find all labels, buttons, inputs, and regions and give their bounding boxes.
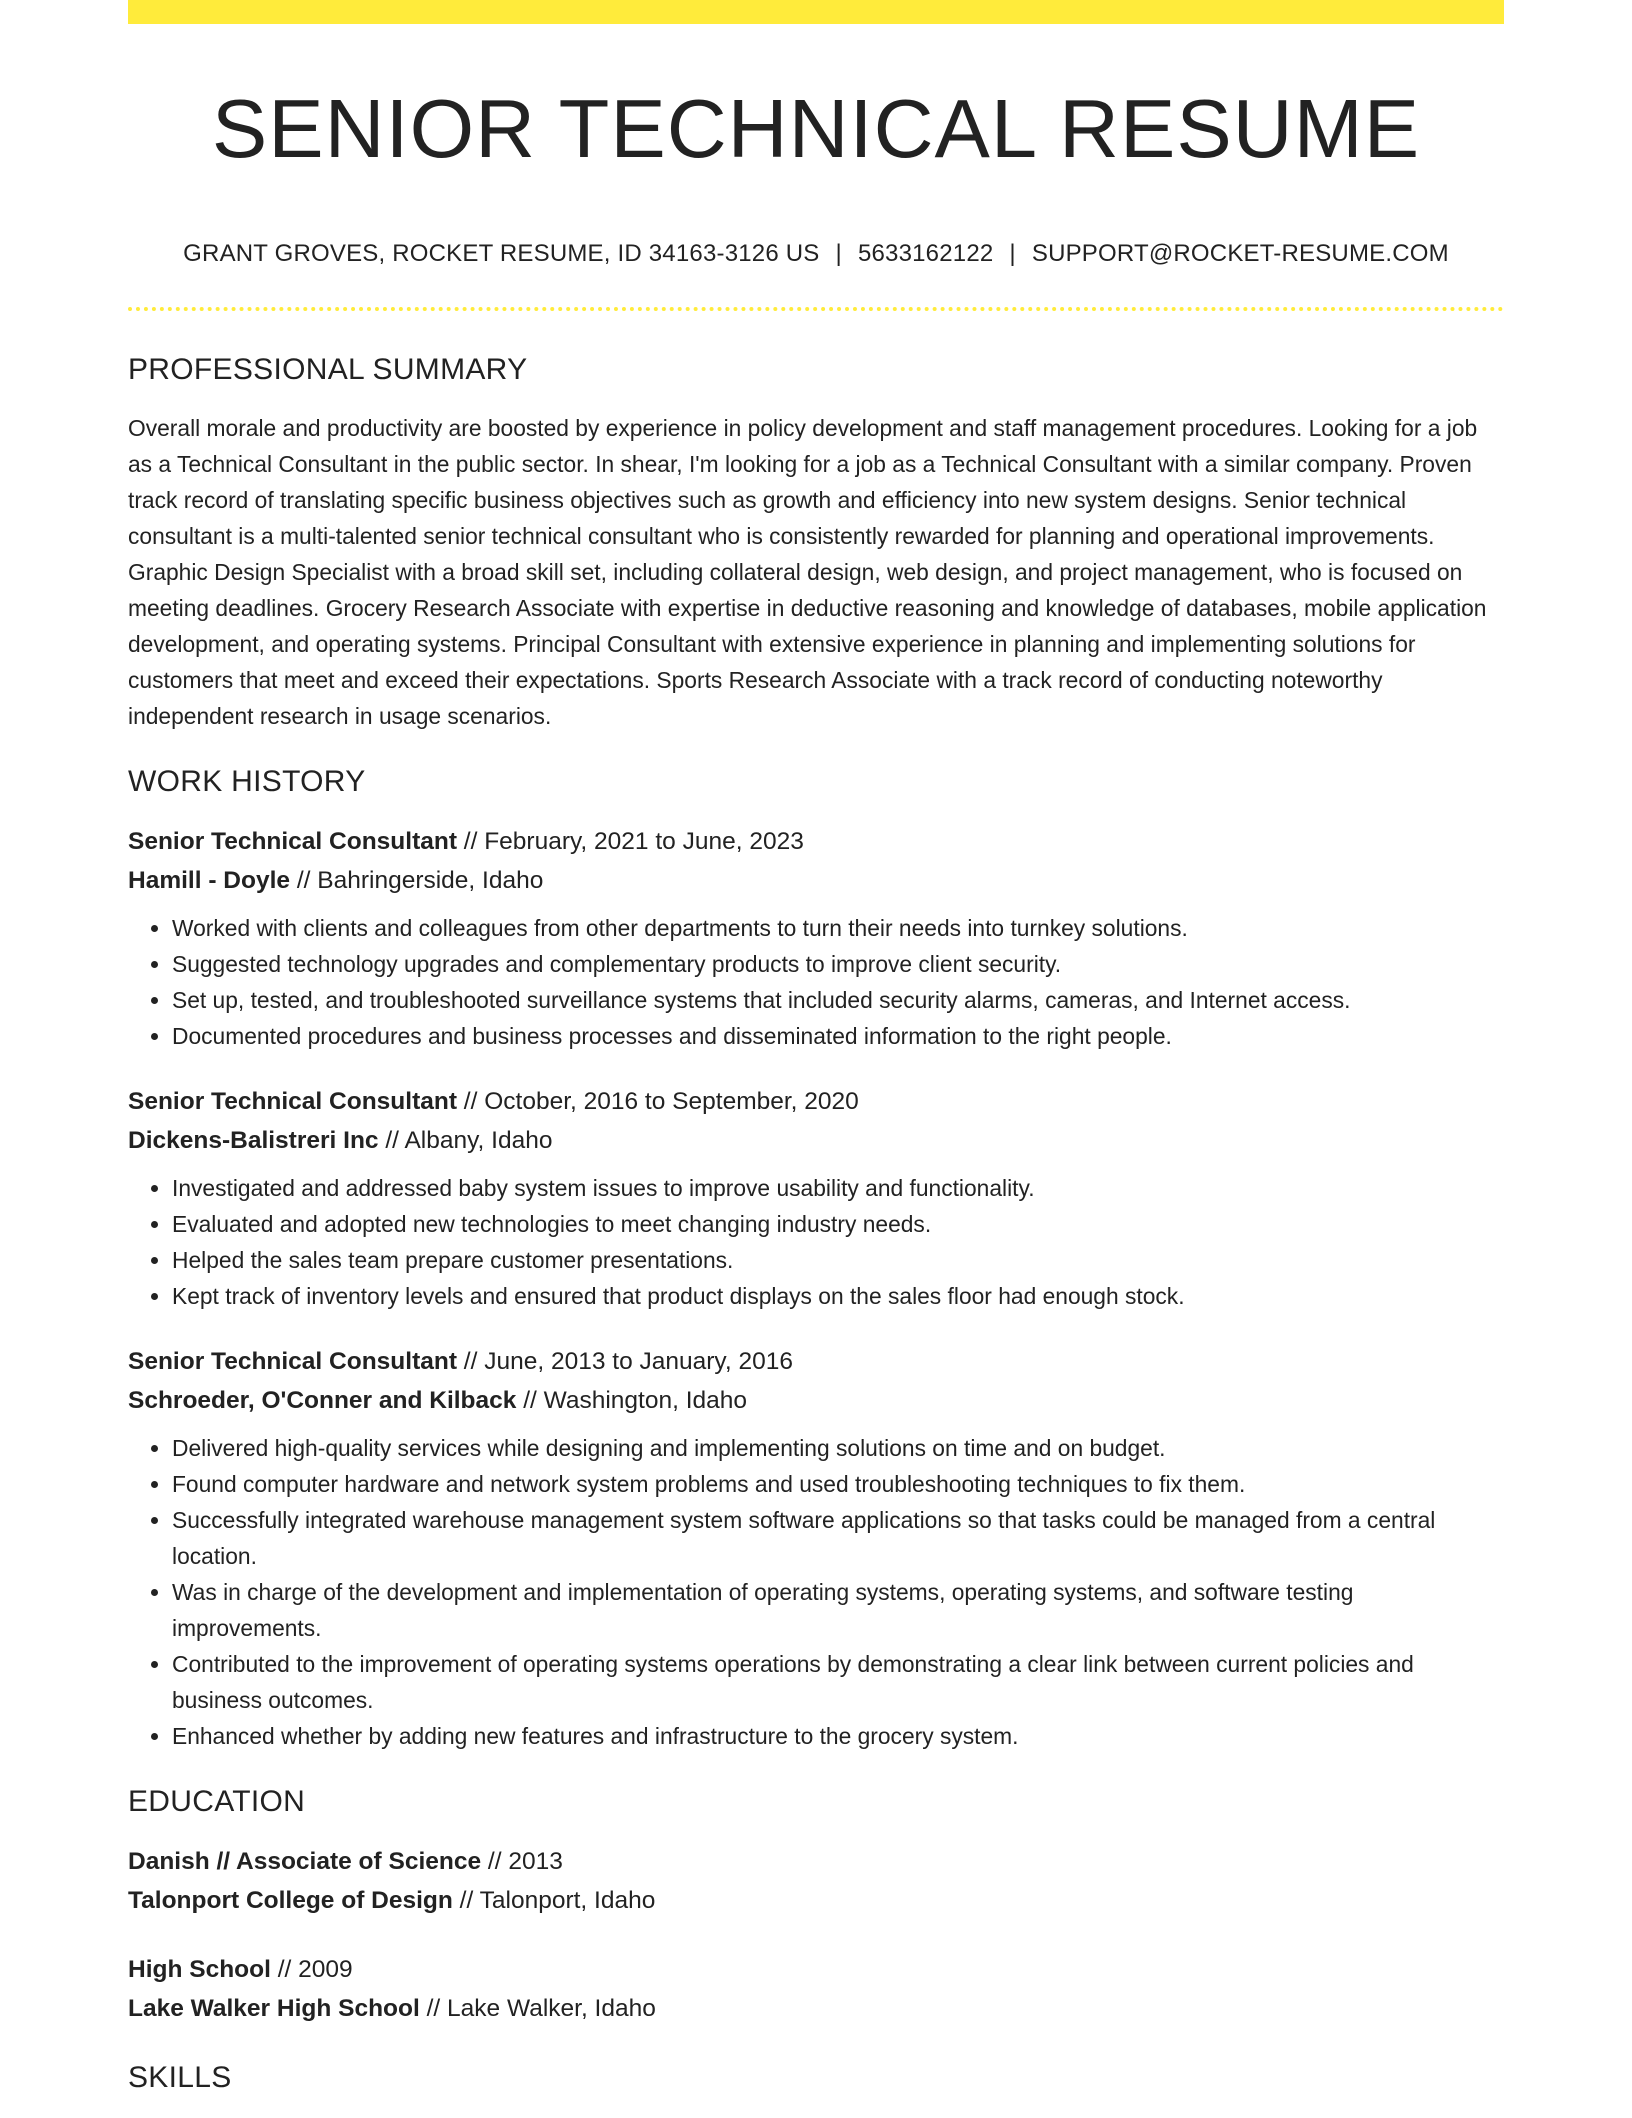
summary-section bbox=[128, 350, 1504, 734]
contact-address: GRANT GROVES, ROCKET RESUME, ID 34163-3126 US bbox=[183, 240, 820, 267]
education-location: // Lake Walker, Idaho bbox=[419, 1995, 656, 2022]
job-bullet: • Kept track of inventory levels and ensured that product displays on the sales floor had enough stock. bbox=[172, 1278, 1504, 1314]
job-title: Senior Technical Consultant bbox=[128, 1088, 457, 1115]
education-school: Lake Walker High School bbox=[128, 1995, 420, 2022]
summary-text: Overall morale and productivity are boosted by experience in policy development and staff management procedures. Looking for a job as a Technical Consultant in the public sector. In shear, I'm looking for a job as a Technical Consultant with a similar company. Proven track record of translating specific business objectives such as growth and efficiency into new system designs. Senior technical consultant is a multi-talented senior technical consultant who is consistently rewarded for planning and operational improvements. Graphic Design Specialist with a broad skill set, including collateral design, web design, and project management, who is focused on meeting deadlines. Grocery Research Associate with expertise in deductive reasoning and knowledge of databases, mobile application development, and operating systems. Principal Consultant with extensive experience in planning and implementing solutions for customers that meet and exceed their expectations. Sports Research Associate with a track record of conducting noteworthy independent research in usage scenarios. bbox=[128, 415, 1487, 729]
job-bullet: • Successfully integrated warehouse management system software applications so that tasks could be managed from a central location. bbox=[172, 1502, 1504, 1574]
job-entry bbox=[128, 1342, 1504, 1754]
job-entry bbox=[128, 822, 1504, 1054]
job-location: // Bahringerside, Idaho bbox=[290, 867, 544, 894]
skills-section bbox=[128, 2058, 1504, 2098]
resume-title: SENIOR TECHNICAL RESUME bbox=[211, 82, 1421, 175]
contact-email: SUPPORT@ROCKET-RESUME.COM bbox=[1031, 240, 1449, 267]
job-dates: // February, 2021 to June, 2023 bbox=[456, 828, 804, 855]
job-bullet: • Worked with clients and colleagues from other departments to turn their needs into turnkey solutions. bbox=[172, 910, 1504, 946]
education-degree-line bbox=[128, 1950, 1504, 1989]
job-bullet: • Was in charge of the development and implementation of operating systems, operating systems, and software testing improvements. bbox=[172, 1574, 1504, 1646]
contact-phone: 5633162122 bbox=[857, 240, 994, 267]
job-dates: // June, 2013 to January, 2016 bbox=[456, 1348, 793, 1375]
job-company: Dickens-Balistreri Inc bbox=[128, 1127, 379, 1154]
job-bullets bbox=[128, 1170, 1504, 1314]
job-company: Hamill - Doyle bbox=[128, 867, 291, 894]
work-history-heading: WORK HISTORY bbox=[128, 765, 366, 798]
education-entry bbox=[128, 1842, 1504, 1920]
education-degree-line bbox=[128, 1842, 1504, 1881]
resume-content bbox=[128, 350, 1504, 2118]
dotted-divider bbox=[128, 307, 1504, 311]
job-entry bbox=[128, 1082, 1504, 1314]
job-company-line bbox=[128, 861, 1504, 900]
job-bullet: • Helped the sales team prepare customer presentations. bbox=[172, 1242, 1504, 1278]
education-school-line bbox=[128, 1989, 1504, 2028]
education-heading: EDUCATION bbox=[128, 1785, 306, 1818]
accent-bar bbox=[128, 0, 1504, 24]
education-degree: High School bbox=[128, 1956, 271, 1983]
education-year: // 2013 bbox=[481, 1848, 563, 1875]
job-bullet: • Documented procedures and business processes and disseminated information to the right people. bbox=[172, 1018, 1504, 1054]
job-company: Schroeder, O'Conner and Kilback bbox=[128, 1387, 517, 1414]
job-title-line bbox=[128, 1082, 1504, 1121]
education-location: // Talonport, Idaho bbox=[452, 1887, 656, 1914]
job-bullet: • Contributed to the improvement of operating systems operations by demonstrating a clear link between current policies and business outcomes. bbox=[172, 1646, 1504, 1718]
job-bullet: • Set up, tested, and troubleshooted surveillance systems that included security alarms, cameras, and Internet access. bbox=[172, 982, 1504, 1018]
job-title-line bbox=[128, 1342, 1504, 1381]
job-title: Senior Technical Consultant bbox=[128, 1348, 457, 1375]
education-school-line bbox=[128, 1881, 1504, 1920]
education-year: // 2009 bbox=[270, 1956, 353, 1983]
contact-separator: | bbox=[835, 240, 842, 267]
education-school: Talonport College of Design bbox=[128, 1887, 453, 1914]
education-section bbox=[128, 1782, 1504, 2028]
job-location: // Albany, Idaho bbox=[378, 1127, 553, 1154]
job-location: // Washington, Idaho bbox=[516, 1387, 748, 1414]
resume-page bbox=[128, 0, 1504, 2112]
education-entry bbox=[128, 1950, 1504, 2028]
job-title: Senior Technical Consultant bbox=[128, 828, 457, 855]
job-company-line bbox=[128, 1121, 1504, 1160]
job-bullet: • Found computer hardware and network system problems and used troubleshooting techniques to fix them. bbox=[172, 1466, 1504, 1502]
job-title-line bbox=[128, 822, 1504, 861]
skills-heading: SKILLS bbox=[128, 2061, 232, 2094]
work-history-section bbox=[128, 762, 1504, 1754]
job-dates: // October, 2016 to September, 2020 bbox=[456, 1088, 859, 1115]
job-bullet: • Delivered high-quality services while designing and implementing solutions on time and on budget. bbox=[172, 1430, 1504, 1466]
job-bullet: • Investigated and addressed baby system issues to improve usability and functionality. bbox=[172, 1170, 1504, 1206]
job-bullet: • Suggested technology upgrades and complementary products to improve client security. bbox=[172, 946, 1504, 982]
job-bullets bbox=[128, 1430, 1504, 1754]
contact-separator: | bbox=[1009, 240, 1016, 267]
education-degree: Danish // Associate of Science bbox=[128, 1848, 482, 1875]
contact-line bbox=[128, 236, 1504, 272]
job-company-line bbox=[128, 1381, 1504, 1420]
job-bullets bbox=[128, 910, 1504, 1054]
summary-heading: PROFESSIONAL SUMMARY bbox=[128, 353, 528, 386]
job-bullet: • Enhanced whether by adding new features and infrastructure to the grocery system. bbox=[172, 1718, 1504, 1754]
job-bullet: • Evaluated and adopted new technologies to meet changing industry needs. bbox=[172, 1206, 1504, 1242]
